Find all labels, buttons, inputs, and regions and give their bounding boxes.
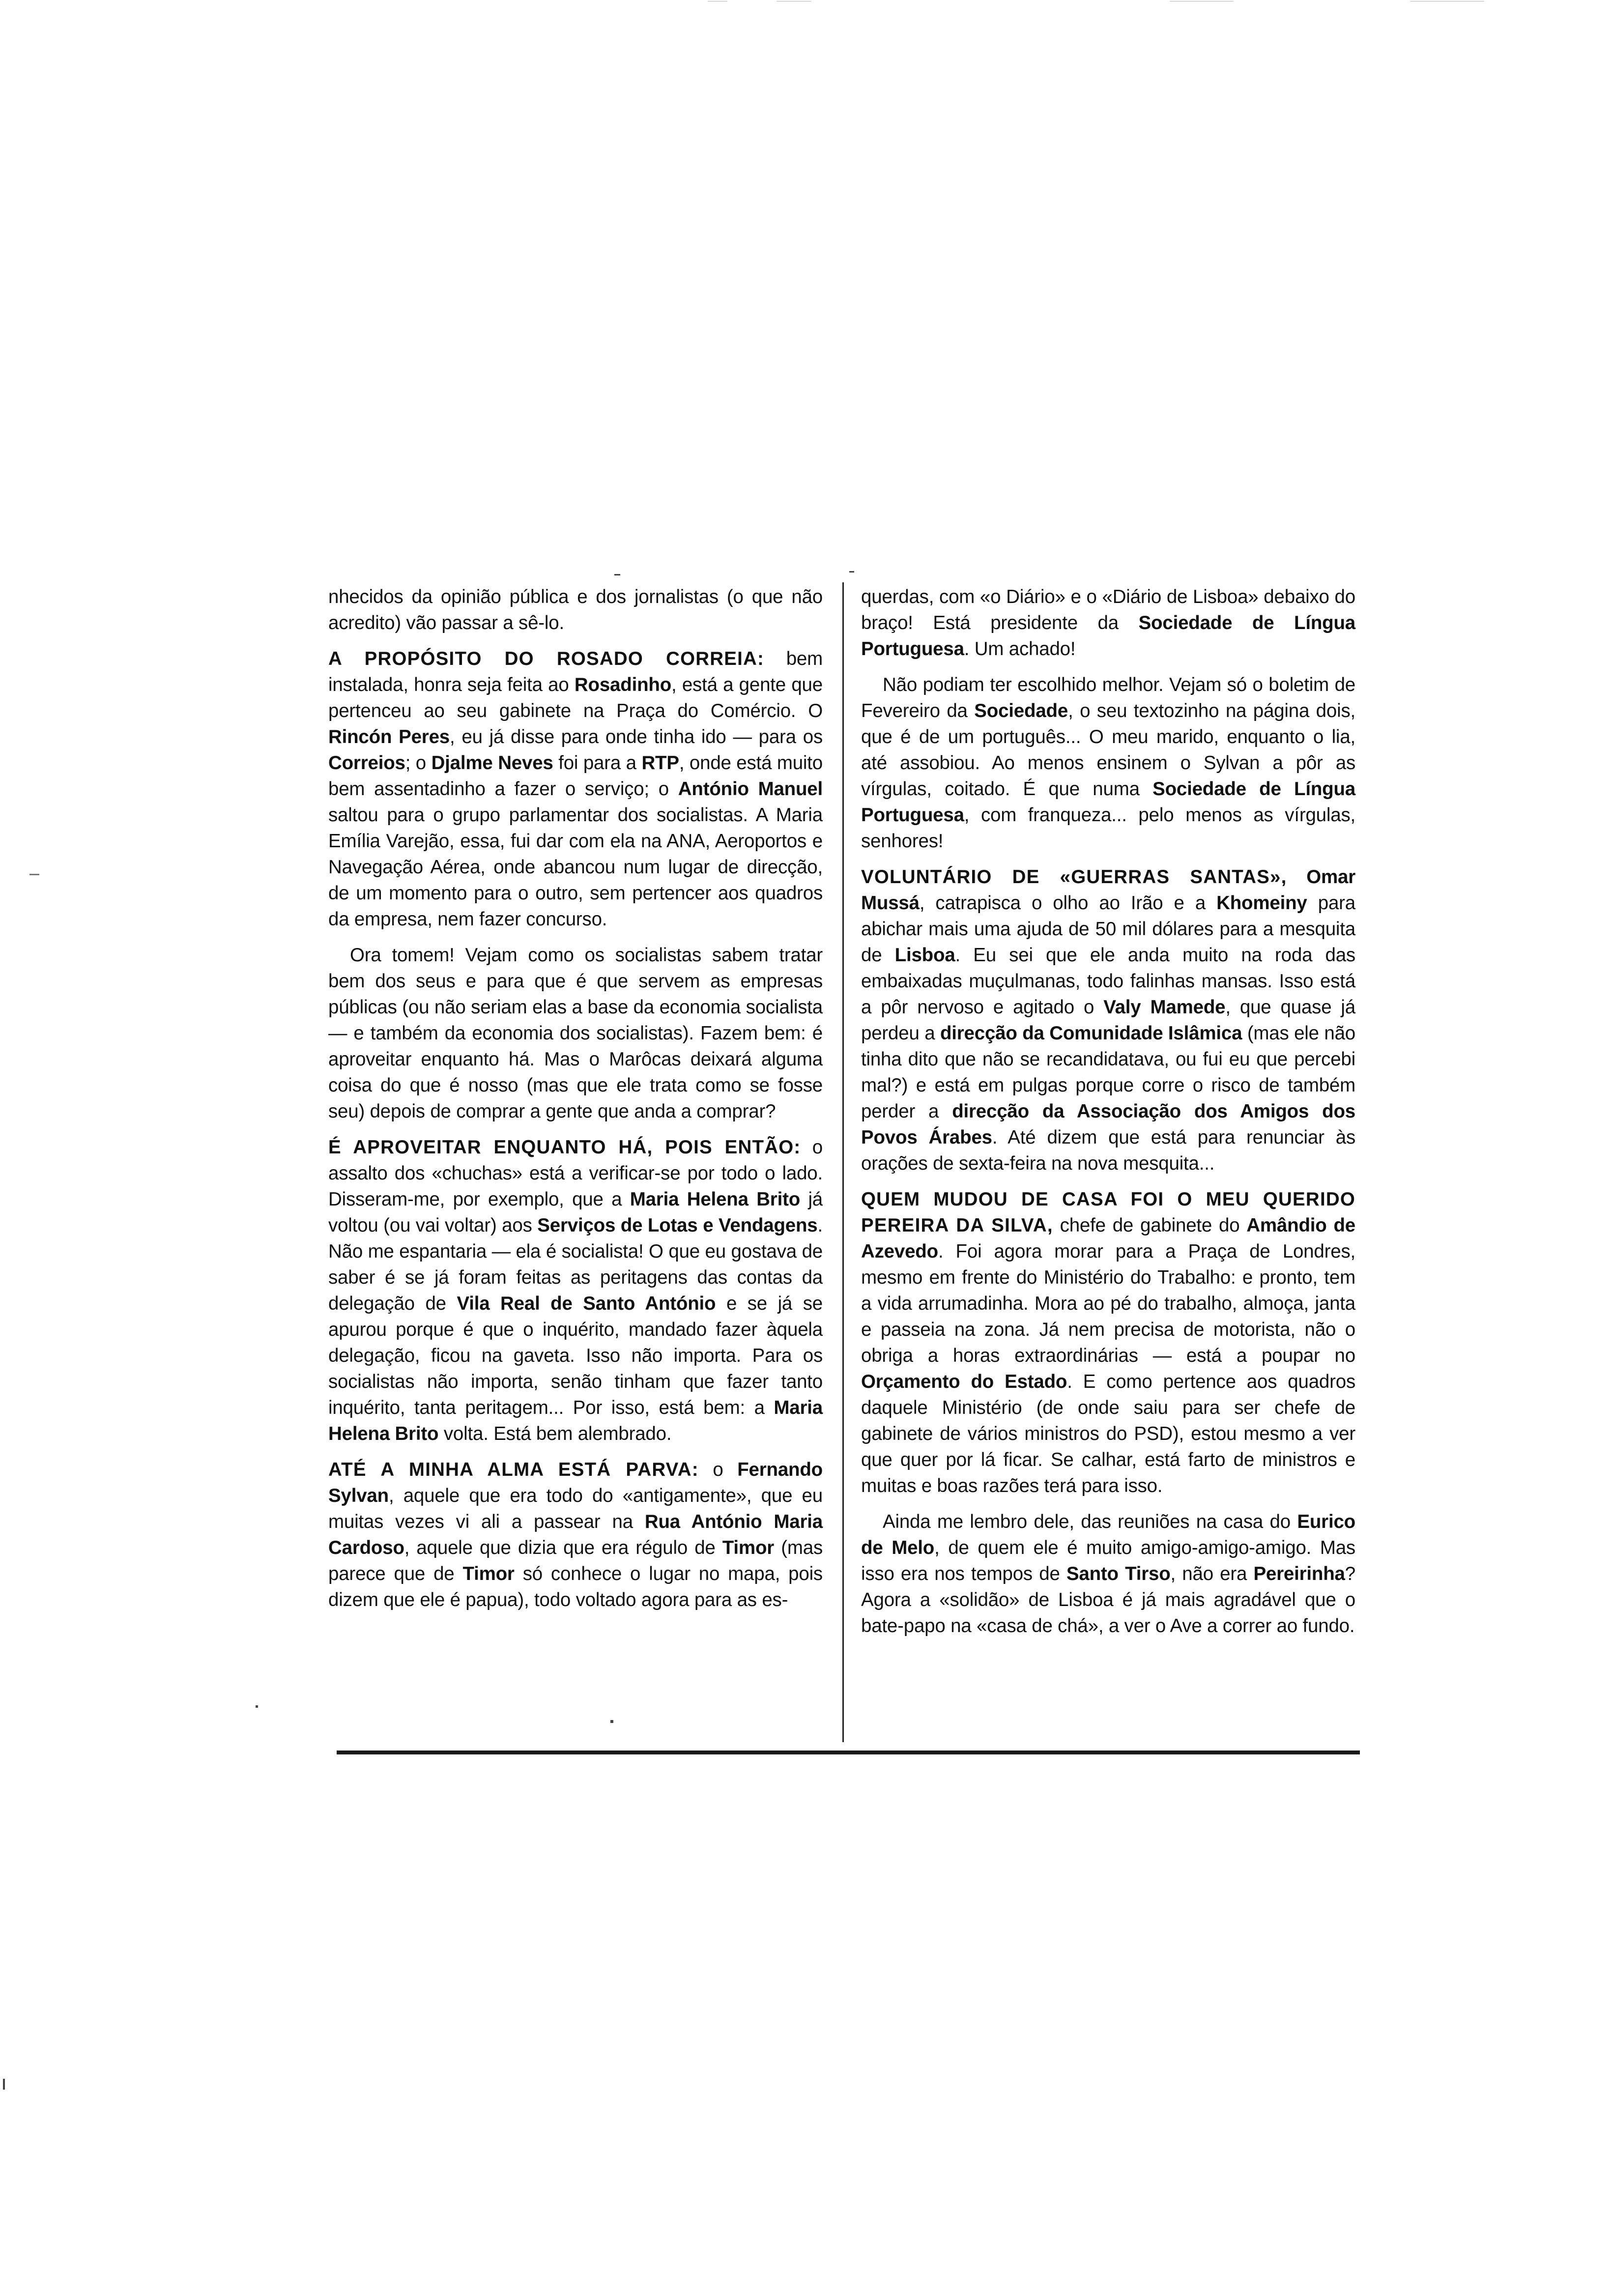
text-run: ? Agora a «solidão» de Lisboa é já mais agradável que o bate-papo na «casa de chá», a ver o Ave a correr ao fundo. <box>861 1563 1355 1636</box>
article-paragraph <box>328 942 823 1124</box>
text-run: ; o <box>405 752 432 774</box>
text-run: foi para a <box>553 752 642 774</box>
article-paragraph <box>328 646 823 932</box>
bold-name: Omar Mussá <box>861 866 1356 914</box>
scan-mark <box>29 874 39 875</box>
bold-name: RTP <box>641 752 679 774</box>
scan-mark <box>3 2079 5 2090</box>
bold-name: Rosadinho <box>574 674 672 695</box>
text-run: , catrapisca o olho ao Irão e a <box>919 892 1217 914</box>
section-heading: A PROPÓSITO DO ROSADO CORREIA: <box>328 648 765 669</box>
text-run: chefe de gabinete do <box>1053 1215 1247 1236</box>
text-run: volta. Está bem alembrado. <box>438 1423 672 1444</box>
section-heading: QUEM MUDOU DE CASA FOI O MEU QUERIDO PEREIRA DA SILVA, <box>861 1189 1355 1236</box>
text-run: já voltou (ou vai voltar) aos <box>328 1189 823 1236</box>
bold-name: Pereirinha <box>1253 1563 1345 1584</box>
bold-name: Rincón Peres <box>328 726 450 747</box>
text-run: , eu já disse para onde tinha ido — para os <box>450 726 823 747</box>
article-paragraph <box>861 1186 1355 1499</box>
bold-name: Fernando Sylvan <box>328 1459 823 1506</box>
text-run: , de quem ele é muito amigo-amigo-amigo. Mas isso era nos tempos de <box>861 1537 1355 1584</box>
bold-name: Amândio de Azevedo <box>861 1215 1355 1262</box>
text-run: querdas, com «o Diário» e o «Diário de Lisboa» debaixo do braço! Está presidente da <box>861 586 1355 633</box>
text-run: o <box>698 1459 738 1480</box>
bold-name: Maria Helena Brito <box>328 1397 823 1444</box>
bold-name: direcção da Comunidade Islâmica <box>940 1023 1242 1044</box>
text-run: e se já se apurou porque é que o inquérito, mandado fazer àquela delegação, ficou na gaveta. Isso não importa. Para os socialistas não importa, senão tinham que fazer tanto inquérito, tanta peritagem... Por isso, está bem: a <box>328 1293 823 1418</box>
bold-name: Khomeiny <box>1216 892 1307 914</box>
text-run: nhecidos da opinião pública e dos jornalistas (o que não acredito) vão passar a sê-lo. <box>328 586 823 633</box>
bold-name: Vila Real de Santo António <box>457 1293 716 1314</box>
bold-name: direcção da Associação dos Amigos dos Povos Árabes <box>861 1101 1355 1148</box>
scan-mark <box>256 1705 258 1708</box>
text-run: Ainda me lembro dele, das reuniões na casa do <box>883 1511 1297 1532</box>
article-paragraph <box>861 1509 1355 1639</box>
bold-name: Sociedade de Língua Portuguesa <box>861 612 1355 660</box>
section-heading: VOLUNTÁRIO DE «GUERRAS SANTAS», <box>861 866 1287 888</box>
left-column <box>328 584 823 1613</box>
column-divider <box>842 582 844 1742</box>
bold-name: Lisboa <box>894 945 955 966</box>
scan-mark <box>849 571 854 573</box>
right-column <box>861 584 1355 1639</box>
text-run: Não podiam ter escolhido melhor. Vejam só o boletim de Fevereiro da <box>861 674 1355 721</box>
text-run <box>1287 866 1306 888</box>
section-heading: ATÉ A MINHA ALMA ESTÁ PARVA: <box>328 1459 699 1480</box>
article-paragraph <box>861 584 1355 662</box>
bold-name: Serviços de Lotas e Vendagens <box>537 1215 818 1236</box>
bold-name: Eurico de Melo <box>861 1511 1355 1558</box>
bold-name: Timor <box>462 1563 515 1584</box>
bold-name: Orçamento do Estado <box>861 1371 1067 1392</box>
text-run: , aquele que era todo do «antigamente», que eu muitas vezes vi ali a passear na <box>328 1485 823 1532</box>
bold-name: Correios <box>328 752 405 774</box>
article-paragraph <box>328 1457 823 1613</box>
text-run: (mas ele não tinha dito que não se recandidatava, ou fui eu que percebi mal?) e está em pulgas porque corre o risco de também perder a <box>861 1023 1356 1122</box>
bold-name: Rua António Maria Cardoso <box>328 1511 823 1558</box>
text-run: . Um achado! <box>964 638 1076 660</box>
text-run: Ora tomem! Vejam como os socialistas sabem tratar bem dos seus e para que é que servem as empresas públicas (ou não seriam elas a base da economia socialista — e também da economia dos socialistas). Fazem bem: é aproveitar enquanto há. Mas o Marôcas deixará alguma coisa do que é nosso (mas que ele trata como se fosse seu) depois de comprar a gente que anda a comprar? <box>328 945 823 1122</box>
bold-name: Sociedade de Língua Portuguesa <box>861 778 1355 826</box>
text-run: , que quase já perdeu a <box>861 997 1355 1044</box>
article-paragraph <box>328 584 823 636</box>
text-run: . Até dizem que está para renunciar às orações de sexta-feira na nova mesquita... <box>861 1127 1356 1174</box>
bold-name: Maria Helena Brito <box>630 1189 801 1210</box>
section-heading: É APROVEITAR ENQUANTO HÁ, POIS ENTÃO: <box>328 1137 801 1158</box>
bold-name: Djalme Neves <box>431 752 553 774</box>
bold-name: Timor <box>722 1537 775 1558</box>
text-run: . Não me espantaria — ela é socialista! O que eu gostava de saber é se já foram feitas as peritagens das contas da delegação de <box>328 1215 823 1314</box>
bottom-rule <box>337 1751 1360 1754</box>
text-run: (mas parece que de <box>328 1537 823 1584</box>
text-run: o assalto dos «chuchas» está a verificar-se por todo o lado. Disseram-me, por exemplo, que a <box>328 1137 823 1210</box>
text-run: , o seu textozinho na página dois, que é de um português... O meu marido, enquanto o lia, até assobiou. Ao menos ensinem o Sylvan a pôr as vírgulas, coitado. É que numa <box>861 700 1356 800</box>
text-run: para abichar mais uma ajuda de 50 mil dólares para a mesquita de <box>861 892 1355 966</box>
text-run: bem instalada, honra seja feita ao <box>328 648 823 695</box>
bold-name: Sociedade <box>974 700 1068 721</box>
text-run: , onde está muito bem assentadinho a fazer o serviço; o <box>328 752 823 800</box>
text-run: . E como pertence aos quadros daquele Ministério (de onde saiu para ser chefe de gabinete de vários ministros do PSD), estou mesmo a ver que quer por lá ficar. Se calhar, está farto de ministros e muitas e boas razões terá para isso. <box>861 1371 1355 1496</box>
scan-mark <box>614 574 620 575</box>
text-run: . Foi agora morar para a Praça de Londres, mesmo em frente do Ministério do Trabalho: e pronto, tem a vida arrumadinha. Mora ao pé do trabalho, almoça, janta e passeia na zona. Já nem precisa de motorista, não o obriga a horas extraordinárias — está a poupar no <box>861 1241 1355 1366</box>
text-run: , com franqueza... pelo menos as vírgulas, senhores! <box>861 804 1355 852</box>
scan-mark <box>610 1720 613 1723</box>
text-run: saltou para o grupo parlamentar dos socialistas. A Maria Emília Varejão, essa, fui dar com ela na ANA, Aeroportos e Navegação Aérea, onde abancou num lugar de direcção, de um momento para o outro, sem pertencer aos quadros da empresa, nem fazer concurso. <box>328 804 823 930</box>
bold-name: Valy Mamede <box>1103 997 1226 1018</box>
text-run: só conhece o lugar no mapa, pois dizem que ele é papua), todo voltado agora para as es- <box>328 1563 823 1610</box>
article-paragraph <box>861 672 1355 854</box>
text-run: , aquele que dizia que era régulo de <box>404 1537 722 1558</box>
text-run: . Eu sei que ele anda muito na roda das embaixadas muçulmanas, todo falinhas mansas. Isso está a pôr nervoso e agitado o <box>861 945 1355 1018</box>
bold-name: António Manuel <box>678 778 823 800</box>
bold-name: Santo Tirso <box>1066 1563 1171 1584</box>
article-paragraph <box>328 1134 823 1447</box>
article-paragraph <box>861 864 1355 1177</box>
text-run: , não era <box>1170 1563 1254 1584</box>
text-run: , está a gente que pertenceu ao seu gabinete na Praça do Comércio. O <box>328 674 823 721</box>
